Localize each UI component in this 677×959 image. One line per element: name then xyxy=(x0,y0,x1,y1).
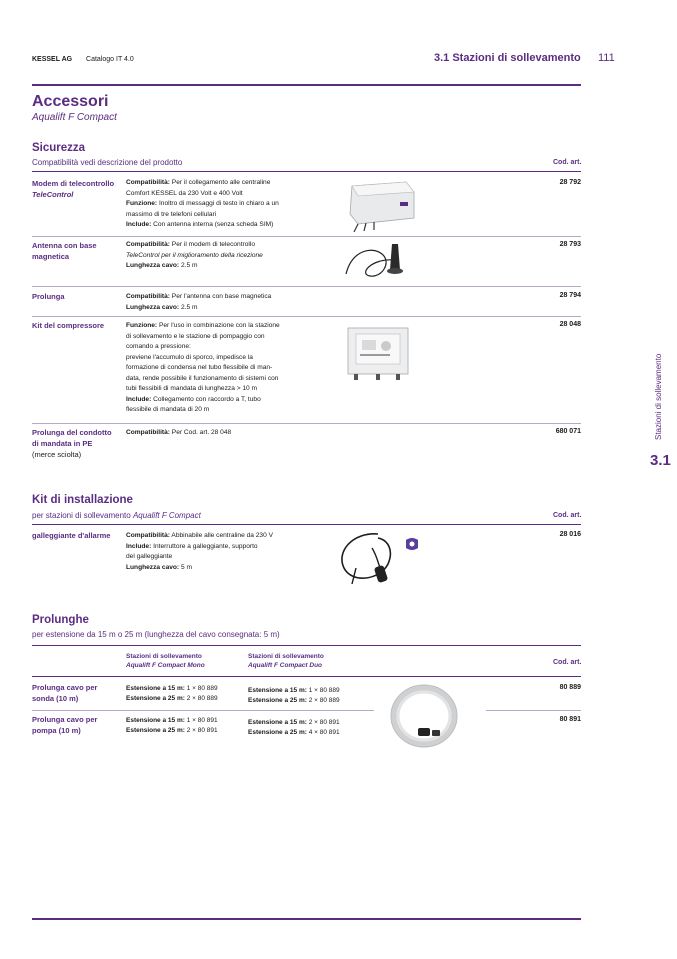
product-code: 28 794 xyxy=(559,292,581,299)
product-code: 28 016 xyxy=(559,531,581,538)
section-title-prolunghe: Prolunghe xyxy=(32,614,89,626)
product-name: Modem di telecontrollo TeleControl xyxy=(32,179,115,199)
product-name: Kit del compressore xyxy=(32,321,105,330)
page-subtitle: Aqualift F Compact xyxy=(32,112,117,123)
section-subtitle-kit: per stazioni di sollevamento Aqualift F Compact xyxy=(32,511,201,520)
catalog-name: Catalogo IT 4.0 xyxy=(86,56,134,63)
product-description: Compatibilità: Per l'antenna con base magnetica Lunghezza cavo: 2.5 m xyxy=(126,293,272,311)
section-rule xyxy=(32,171,581,172)
section-subtitle-prolunghe: per estensione da 15 m o 25 m (lunghezza del cavo consegnata: 5 m) xyxy=(32,630,280,639)
product-description: Compatibilità: Per il collegamento alle centraline Comfort KESSEL da 230 Volt e 400 Volt Funzione: Inoltro di messaggi di testo in chiaro a un massimo di tre telefoni cellulari Include: Con antenna interna (senza scheda SIM) xyxy=(126,179,279,228)
row-divider xyxy=(32,316,581,317)
row-divider xyxy=(32,423,581,424)
side-tab-label: Stazioni di sollevamento xyxy=(654,353,663,440)
product-name: Prolunga xyxy=(32,292,65,301)
column-header-mono: Stazioni di sollevamento Aqualift F Compact Mono xyxy=(126,653,205,669)
float-switch-image xyxy=(332,528,436,592)
row-divider xyxy=(32,236,581,237)
product-code: 680 071 xyxy=(555,428,581,435)
page-number: 111 xyxy=(598,52,615,64)
page-title: Accessori xyxy=(32,93,109,110)
table-cell-duo: Estensione a 15 m: 2 × 80 891 Estensione a 25 m: 4 × 80 891 xyxy=(248,719,340,736)
footer-rule xyxy=(32,918,581,920)
antenna-image xyxy=(342,240,416,284)
chapter-title: 3.1 Stazioni di sollevamento xyxy=(434,52,581,64)
product-description: Compatibilità: Per Cod. art. 28 048 xyxy=(126,429,232,436)
section-title-kit: Kit di installazione xyxy=(32,494,133,506)
header-left xyxy=(32,56,134,63)
row-divider xyxy=(32,710,374,711)
section-title-sicurezza: Sicurezza xyxy=(32,142,86,154)
row-divider xyxy=(32,286,581,287)
product-code: 28 793 xyxy=(559,241,581,248)
code-header: Cod. art. xyxy=(553,659,582,666)
product-description: Compatibilità: Abbinabile alle centraline da 230 V Include: Interruttore a galleggiante, supporto del galleggiante Lunghezza cavo: 5 m xyxy=(126,532,273,571)
table-row-name: Prolunga cavo per pompa (10 m) xyxy=(32,715,98,735)
modem-image xyxy=(344,178,422,234)
section-rule xyxy=(32,645,581,646)
cable-coil-image xyxy=(384,680,464,750)
product-description: Funzione: Per l'uso in combinazione con la stazione di sollevamento e le stazione di pompaggio con comando a pressione: previene l'accumulo di sporco, impedisce la formazione di condensa nel tubo flessibile di man- data, rende possibile il funzionamento di sistemi con tubi flessibili di mandata di lunghezza > 10 m Include: Collegamento con raccordo a T, tubo flessibile di mandata di 20 m xyxy=(126,322,280,413)
product-name: Prolunga del condotto di mandata in PE (merce sciolta) xyxy=(32,428,112,459)
side-tab-number: 3.1 xyxy=(650,452,671,469)
table-cell-code: 80 891 xyxy=(559,716,581,723)
table-cell-duo: Estensione a 15 m: 1 × 80 889 Estensione a 25 m: 2 × 80 889 xyxy=(248,687,340,704)
company-name: KESSEL AG xyxy=(32,56,73,63)
column-header-duo: Stazioni di sollevamento Aqualift F Compact Duo xyxy=(248,653,324,669)
product-name: Antenna con base magnetica xyxy=(32,241,97,261)
section-rule xyxy=(32,524,581,525)
header-rule xyxy=(32,84,581,86)
product-code: 28 048 xyxy=(559,321,581,328)
compressor-image xyxy=(344,324,414,384)
code-header: Cod. art. xyxy=(553,159,582,166)
table-cell-mono: Estensione a 15 m: 1 × 80 891 Estensione a 25 m: 2 × 80 891 xyxy=(126,717,218,734)
product-name: galleggiante d'allarme xyxy=(32,531,111,540)
row-divider xyxy=(486,710,581,711)
table-cell-mono: Estensione a 15 m: 1 × 80 889 Estensione a 25 m: 2 × 80 889 xyxy=(126,685,218,702)
section-subtitle-sicurezza: Compatibilità vedi descrizione del prodotto xyxy=(32,158,183,167)
table-header-rule xyxy=(32,676,581,677)
table-cell-code: 80 889 xyxy=(559,684,581,691)
table-row-name: Prolunga cavo per sonda (10 m) xyxy=(32,683,98,703)
code-header: Cod. art. xyxy=(553,512,582,519)
product-code: 28 792 xyxy=(559,179,581,186)
product-description: Compatibilità: Per il modem di telecontrollo TeleControl per il miglioramento della ricezione Lunghezza cavo: 2.5 m xyxy=(126,241,263,269)
